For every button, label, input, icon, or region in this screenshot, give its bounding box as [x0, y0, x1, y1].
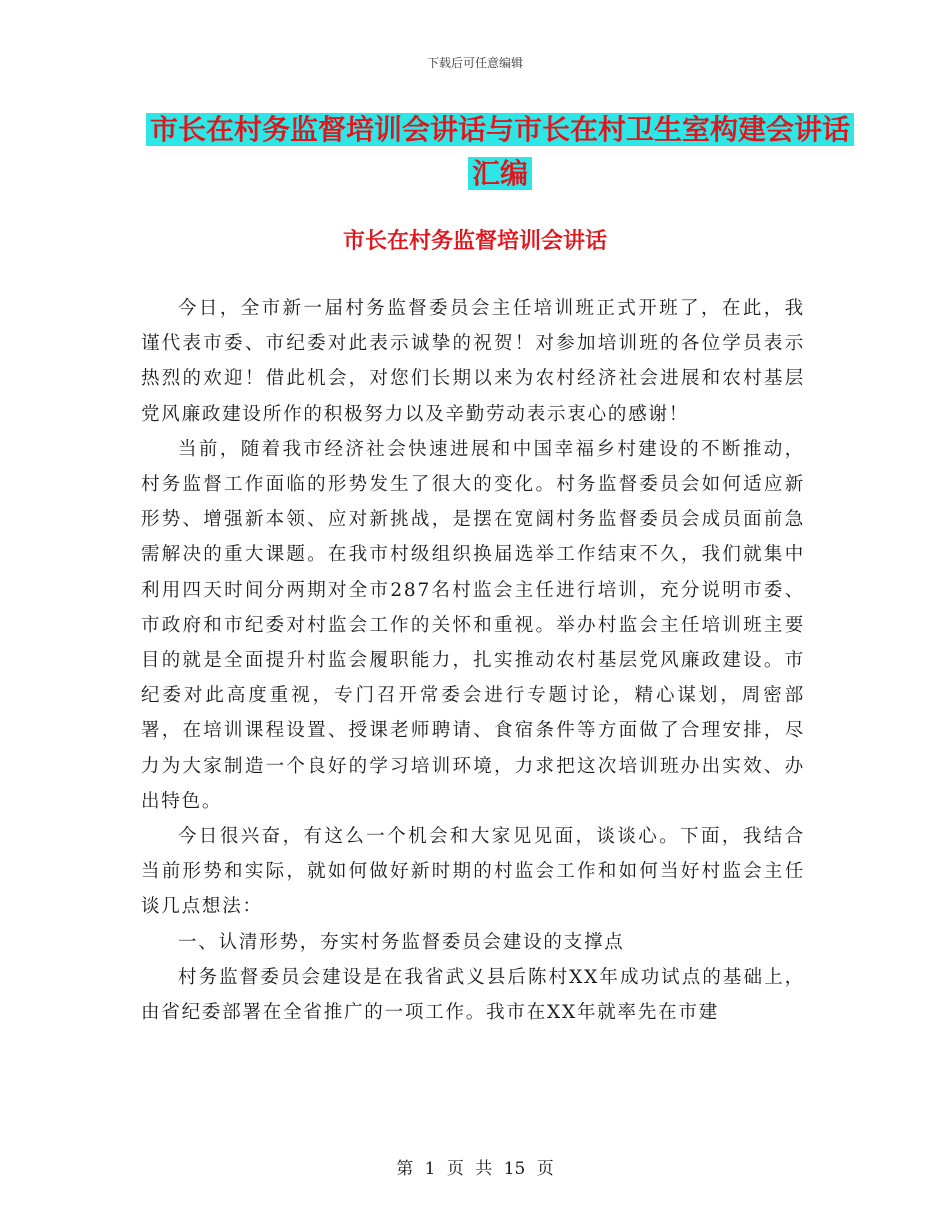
paragraph: 村务监督委员会建设是在我省武义县后陈村XX年成功试点的基础上，由省纪委部署在全省推广的一项工作。我市在XX年就率先在市建: [141, 966, 805, 1024]
paragraph-heading: 一、认清形势，夯实村务监督委员会建设的支撑点: [178, 931, 625, 953]
paragraph: 当前，随着我市经济社会快速进展和中国幸福乡村建设的不断推动，村务监督工作面临的形势发生了很大的变化。村务监督委员会如何适应新形势、增强新本领、应对新挑战，是摆在宽阔村务监督委员会成员面前急需解决的重大课题。在我市村级组织换届选举工作结束不久，我们就集中利用四天时间分两期对全市287名村监会主任进行培训，充分说明市委、市政府和市纪委对村监会工作的关怀和重视。举办村监会主任培训班主要目的就是全面提升村监会履职能力，扎实推动农村基层党风廉政建设。市纪委对此高度重视，专门召开常委会进行专题讨论，精心谋划，周密部署，在培训课程设置、授课老师聘请、食宿条件等方面做了合理安排，尽力为大家制造一个良好的学习培训环境，力求把这次培训班办出实效、办出特色。: [141, 438, 805, 812]
section-title: 市长在村务监督培训会讲话: [342, 229, 607, 254]
header-note: 下载后可任意编辑: [426, 56, 523, 70]
main-title-text: 市长在村务监督培训会讲话与市长在村卫生室构建会讲话汇编: [146, 113, 854, 190]
paragraph: 今日，全市新一届村务监督委员会主任培训班正式开班了，在此，我谨代表市委、市纪委对此表示诚挚的祝贺！对参加培训班的各位学员表示热烈的欢迎！借此机会，对您们长期以来为农村经济社会进展和农村基层党风廉政建设所作的积极努力以及辛勤劳动表示衷心的感谢！: [141, 298, 805, 425]
paragraph: 今日很兴奋，有这么一个机会和大家见见面，谈谈心。下面，我结合当前形势和实际，就如何做好新时期的村监会工作和如何当好村监会主任谈几点想法：: [141, 826, 805, 918]
main-title: [140, 108, 860, 196]
page-footer: 第 1 页 共 15 页: [396, 1159, 554, 1179]
body-text: [141, 291, 805, 1030]
